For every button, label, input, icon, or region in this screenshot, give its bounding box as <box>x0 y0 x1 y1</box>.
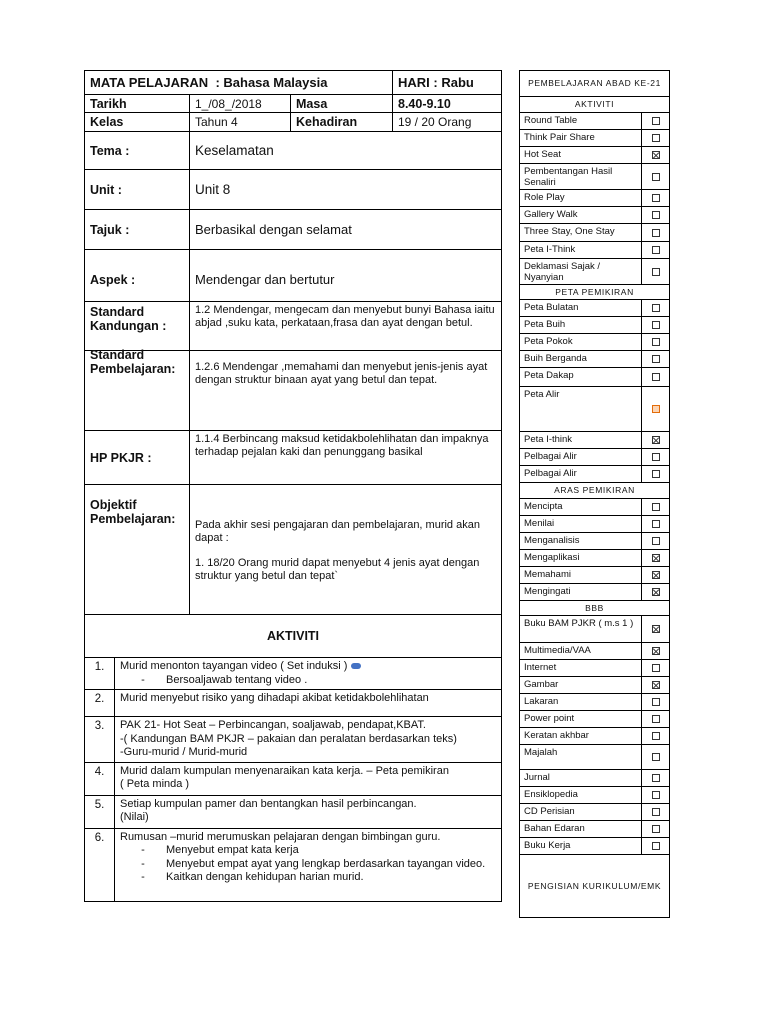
checklist-item-label: Peta Pokok <box>524 336 573 347</box>
checklist-item-label: Peta I-Think <box>524 244 576 255</box>
checkbox-cell <box>641 351 669 367</box>
checklist-item <box>520 770 669 787</box>
activity-content <box>114 717 501 762</box>
checklist-item-label: Peta Bulatan <box>524 302 579 313</box>
date-row <box>85 95 501 113</box>
activity-row <box>85 717 501 763</box>
activity-line: Murid dalam kumpulan menyenaraikan kata kerja. – Peta pemikiran <box>120 764 449 777</box>
checkbox-icon[interactable] <box>652 246 660 254</box>
checkbox-icon[interactable] <box>652 732 660 740</box>
checkbox-cell <box>641 113 669 129</box>
checked-checkbox-icon[interactable] <box>652 571 660 579</box>
checkbox-cell <box>641 694 669 710</box>
activity-row <box>85 796 501 829</box>
checklist-item-label: Mencipta <box>524 501 563 512</box>
activity-subitem <box>120 844 496 858</box>
checkbox-cell <box>641 432 669 448</box>
checkbox-cell <box>641 660 669 676</box>
checked-checkbox-icon[interactable] <box>652 588 660 596</box>
checkbox-cell <box>641 368 669 386</box>
checklist-item-label: Buku BAM PJKR ( m.s 1 ) <box>524 618 634 629</box>
checked-checkbox-icon[interactable] <box>652 681 660 689</box>
checklist-item-label: Keratan akhbar <box>524 730 589 741</box>
activity-content <box>114 829 501 901</box>
checklist-item-label: Buih Berganda <box>524 353 587 364</box>
activity-line: Murid menyebut risiko yang dihadapi akibat ketidakbolehlihatan <box>120 692 429 704</box>
checklist-item-label: Power point <box>524 713 575 724</box>
checkbox-icon[interactable] <box>652 537 660 545</box>
aspek-label: Aspek : <box>90 272 136 287</box>
checklist-item-label: Pembentangan Hasil Senaliri <box>524 166 613 188</box>
checklist-item <box>520 643 669 660</box>
checklist-item <box>520 584 669 601</box>
unit-row <box>85 170 501 210</box>
checklist-item-label: Memahami <box>524 569 571 580</box>
checklist-item <box>520 130 669 147</box>
checkbox-cell <box>641 317 669 333</box>
aspek-row <box>85 250 501 302</box>
checklist-item <box>520 804 669 821</box>
checkbox-icon[interactable] <box>652 405 660 413</box>
checklist-item <box>520 334 669 351</box>
checkbox-cell <box>641 567 669 583</box>
activity-line: (Nilai) <box>120 811 149 823</box>
checklist-item <box>520 567 669 584</box>
day-cell: HARI : Rabu <box>392 71 501 94</box>
objektif-item: 1. 18/20 Orang murid dapat menyebut 4 jenis ayat dengan struktur yang betul dan tepat` <box>195 557 480 582</box>
activity-number: 2. <box>94 693 105 705</box>
tajuk-value: Berbasikal dengan selamat <box>189 210 501 249</box>
checkbox-cell <box>641 224 669 241</box>
checklist-item <box>520 787 669 804</box>
objektif-value <box>189 485 501 614</box>
activity-text <box>120 733 496 747</box>
tajuk-row <box>85 210 501 250</box>
checkbox-cell <box>641 242 669 258</box>
sp-label-line1: Standard <box>90 348 145 362</box>
standard-pembelajaran-label <box>85 348 189 430</box>
standard-pembelajaran-value: 1.2.6 Mendengar ,memahami dan menyebut jenis-jenis ayat dengan struktur binaan ayat yang betul dan tepat. <box>189 351 501 430</box>
checkbox-cell <box>641 164 669 189</box>
class-value: Tahun 4 <box>189 113 290 131</box>
activity-line: -( Kandungan BAM PKJR – pakaian dan peralatan berdasarkan teks) <box>120 732 457 745</box>
standard-pembelajaran-row <box>85 348 501 431</box>
checklist-item <box>520 660 669 677</box>
sk-label-line1: Standard <box>90 305 145 319</box>
pak21-checklist <box>519 70 670 918</box>
checked-checkbox-icon[interactable] <box>652 647 660 655</box>
sp-label-line2: Pembelajaran: <box>90 362 176 376</box>
checklist-item-label: Peta Alir <box>524 389 560 400</box>
checklist-item-label: Peta Dakap <box>524 370 574 381</box>
checklist-item-label: Ensiklopedia <box>524 789 578 800</box>
checkbox-icon[interactable] <box>652 211 660 219</box>
checklist-item-label: Buku Kerja <box>524 840 571 851</box>
checked-checkbox-icon[interactable] <box>652 554 660 562</box>
checkbox-icon[interactable] <box>652 774 660 782</box>
checkbox-icon[interactable] <box>652 194 660 202</box>
activity-line: ( Peta minda ) <box>120 778 190 790</box>
checklist-item <box>520 516 669 533</box>
checkbox-icon[interactable] <box>652 338 660 346</box>
objektif-row <box>85 485 501 615</box>
activity-subitem-text: Menyebut empat ayat yang lengkap berdasarkan tayangan video. <box>166 857 486 870</box>
activity-line: PAK 21- Hot Seat – Perbincangan, soaljawab, pendapat,KBAT. <box>120 719 426 731</box>
checklist-section-heading: AKTIVITI <box>520 97 669 113</box>
checklist-item <box>520 449 669 466</box>
checkbox-cell <box>641 190 669 206</box>
aspek-value: Mendengar dan bertutur <box>189 250 501 301</box>
checklist-section-heading: BBB <box>520 601 669 616</box>
activity-line: Setiap kumpulan pamer dan bentangkan hasil perbincangan. <box>120 797 417 810</box>
comment-marker-icon <box>351 663 361 669</box>
activity-text <box>120 746 496 760</box>
checklist-item-label: Deklamasi Sajak / Nyanyian <box>524 261 601 283</box>
checklist-item-label: Lakaran <box>524 696 559 707</box>
checklist-item-label: Think Pair Share <box>524 132 595 143</box>
checkbox-cell <box>641 787 669 803</box>
checklist-item-label: Peta Buih <box>524 319 566 330</box>
checklist-item <box>520 728 669 745</box>
checklist-item-label: Internet <box>524 662 557 673</box>
checkbox-cell <box>641 616 669 642</box>
checked-checkbox-icon[interactable] <box>652 625 660 633</box>
checklist-item <box>520 694 669 711</box>
checklist-item <box>520 351 669 368</box>
checklist-item-label: Hot Seat <box>524 149 561 160</box>
activity-row <box>85 690 501 717</box>
activity-row <box>85 658 501 690</box>
checkbox-cell <box>641 643 669 659</box>
subject-label: MATA PELAJARAN <box>90 74 209 90</box>
checkbox-cell <box>641 838 669 854</box>
checkbox-cell <box>641 533 669 549</box>
hp-pkjr-value: 1.1.4 Berbincang maksud ketidakbolehlihatan dan impaknya terhadap pejalan kaki dan penunggang basikal <box>189 431 501 484</box>
checkbox-cell <box>641 728 669 744</box>
checkbox-cell <box>641 449 669 465</box>
activity-subitem-text: Bersoaljawab tentang video . <box>166 673 308 686</box>
checklist-item-label: Majalah <box>524 747 558 758</box>
date-label: Tarikh <box>90 96 127 111</box>
class-row <box>85 113 501 132</box>
activity-number: 5. <box>94 798 105 811</box>
time-label: Masa <box>290 95 392 112</box>
activity-text <box>120 798 496 812</box>
standard-kandungan-value: 1.2 Mendengar, mengecam dan menyebut bunyi Bahasa iaitu abjad ,suku kata, perkataan,frasa dan ayat dengan betul. <box>189 302 501 350</box>
subject-row <box>85 71 501 95</box>
checkbox-cell <box>641 499 669 515</box>
activity-content <box>114 796 501 828</box>
checklist-item <box>520 677 669 694</box>
checkbox-cell <box>641 466 669 482</box>
checkbox-icon[interactable] <box>652 173 660 181</box>
obj-label-line2: Pembelajaran: <box>90 512 176 526</box>
checklist-item <box>520 838 669 855</box>
activity-text <box>120 719 496 733</box>
dash-bullet: - <box>141 844 145 856</box>
activity-number: 1. <box>94 661 105 673</box>
checklist-item <box>520 711 669 728</box>
lesson-plan-table <box>84 70 502 902</box>
checklist-item-label: Three Stay, One Stay <box>524 226 615 237</box>
checkbox-icon[interactable] <box>652 753 660 761</box>
checkbox-cell <box>641 677 669 693</box>
checklist-item <box>520 190 669 207</box>
attendance-value: 19 / 20 Orang <box>392 113 501 131</box>
checkbox-icon[interactable] <box>652 503 660 511</box>
checklist-item-label: Mengingati <box>524 586 571 597</box>
checklist-item-label: CD Perisian <box>524 806 575 817</box>
activity-text <box>120 778 496 792</box>
checkbox-cell <box>641 584 669 600</box>
activity-subitem-text: Kaitkan dengan kehidupan harian murid. <box>166 871 364 883</box>
checkbox-cell <box>641 821 669 837</box>
hp-pkjr-row <box>85 431 501 485</box>
checklist-item <box>520 207 669 224</box>
checkbox-cell <box>641 259 669 284</box>
class-label: Kelas <box>90 115 124 129</box>
checklist-item <box>520 550 669 567</box>
checklist-item-label: Pelbagai Alir <box>524 468 577 479</box>
checkbox-icon[interactable] <box>652 715 660 723</box>
checked-checkbox-icon[interactable] <box>652 436 660 444</box>
checklist-item <box>520 317 669 334</box>
activity-subitem <box>120 871 496 885</box>
activity-number: 6. <box>94 831 105 844</box>
checkbox-cell <box>641 147 669 163</box>
checkbox-icon[interactable] <box>652 520 660 528</box>
activity-subitem <box>120 858 496 872</box>
objektif-intro: Pada akhir sesi pengajaran dan pembelajaran, murid akan dapat : <box>195 519 480 544</box>
checkbox-icon[interactable] <box>652 268 660 276</box>
dash-bullet: - <box>141 871 145 883</box>
checklist-item-label: Multimedia/VAA <box>524 645 591 656</box>
checkbox-cell <box>641 207 669 223</box>
activity-subitem-text: Menyebut empat kata kerja <box>166 844 299 856</box>
checkbox-icon[interactable] <box>652 698 660 706</box>
checklist-item <box>520 368 669 387</box>
activity-number: 3. <box>94 720 105 732</box>
aktiviti-heading: AKTIVITI <box>85 615 501 658</box>
checklist-item-label: Menganalisis <box>524 535 580 546</box>
tema-row <box>85 132 501 170</box>
activity-line: Murid menonton tayangan video ( Set induksi ) <box>120 660 348 672</box>
checkbox-icon[interactable] <box>652 825 660 833</box>
activity-text <box>120 765 496 779</box>
checkbox-cell <box>641 516 669 532</box>
standard-kandungan-label <box>85 302 189 350</box>
checklist-item <box>520 466 669 483</box>
checklist-item <box>520 224 669 242</box>
activity-number: 4. <box>94 765 105 778</box>
sk-label-line2: Kandungan : <box>90 319 167 333</box>
checklist-item-label: Gallery Walk <box>524 209 578 220</box>
dash-bullet: - <box>141 673 145 686</box>
activity-line: Rumusan –murid merumuskan pelajaran dengan bimbingan guru. <box>120 830 441 843</box>
activity-text <box>120 660 496 674</box>
checkbox-cell <box>641 300 669 316</box>
date-value: 1_/08_/2018 <box>189 95 290 112</box>
checkbox-cell <box>641 745 669 769</box>
obj-label-line1: Objektif <box>90 498 137 512</box>
subject-cell <box>85 71 392 94</box>
activity-text <box>120 831 496 845</box>
activity-line: -Guru-murid / Murid-murid <box>120 746 248 758</box>
objektif-label <box>85 485 189 614</box>
checklist-item <box>520 616 669 643</box>
checkbox-cell <box>641 334 669 350</box>
checklist-item <box>520 164 669 190</box>
checklist-item-label: Menilai <box>524 518 555 529</box>
checklist-item <box>520 821 669 838</box>
activity-content <box>114 690 501 716</box>
checkbox-icon[interactable] <box>652 664 660 672</box>
checklist-item-label: Role Play <box>524 192 565 203</box>
unit-value: Unit 8 <box>189 170 501 209</box>
checklist-item <box>520 147 669 164</box>
checklist-item <box>520 432 669 449</box>
checkbox-cell <box>641 550 669 566</box>
checklist-item <box>520 533 669 550</box>
checkbox-icon[interactable] <box>652 842 660 850</box>
checklist-item-label: Bahan Edaran <box>524 823 585 834</box>
tajuk-label: Tajuk : <box>90 222 130 237</box>
checklist-item <box>520 113 669 130</box>
checklist-item <box>520 745 669 770</box>
activity-list <box>85 658 501 901</box>
checklist-title: PEMBELAJARAN ABAD KE-21 <box>520 71 669 97</box>
activity-content <box>114 763 501 795</box>
checklist-section-heading: ARAS PEMIKIRAN <box>520 483 669 499</box>
attendance-label: Kehadiran <box>290 113 392 131</box>
checkbox-icon[interactable] <box>652 791 660 799</box>
checklist-item <box>520 387 669 432</box>
checklist-item-label: Jurnal <box>524 772 550 783</box>
time-value: 8.40-9.10 <box>392 95 501 112</box>
activity-subitem <box>120 674 496 688</box>
checkbox-icon[interactable] <box>652 304 660 312</box>
checkbox-icon[interactable] <box>652 470 660 478</box>
checkbox-icon[interactable] <box>652 373 660 381</box>
checklist-item-label: Mengaplikasi <box>524 552 580 563</box>
activity-row <box>85 829 501 901</box>
checkbox-icon[interactable] <box>652 355 660 363</box>
checklist-item-label: Round Table <box>524 115 578 126</box>
unit-label: Unit : <box>90 182 122 197</box>
activity-text <box>120 811 496 825</box>
checklist-item-label: Peta I-think <box>524 434 573 445</box>
checkbox-icon[interactable] <box>652 117 660 125</box>
checklist-item <box>520 499 669 516</box>
checkbox-cell <box>641 387 669 431</box>
checkbox-icon[interactable] <box>652 134 660 142</box>
checklist-item <box>520 300 669 317</box>
subject-value: : Bahasa Malaysia <box>215 74 328 90</box>
checklist-item-label: Gambar <box>524 679 559 690</box>
activity-text <box>120 692 496 706</box>
checkbox-cell <box>641 770 669 786</box>
checkbox-icon[interactable] <box>652 808 660 816</box>
dash-bullet: - <box>141 857 145 870</box>
hp-pkjr-label: HP PKJR : <box>90 450 152 465</box>
activity-content <box>114 658 501 689</box>
checkbox-cell <box>641 130 669 146</box>
checklist-item-label: Pelbagai Alir <box>524 451 577 462</box>
tema-value: Keselamatan <box>189 132 501 169</box>
standard-kandungan-row <box>85 302 501 351</box>
checklist-item <box>520 259 669 285</box>
checkbox-cell <box>641 711 669 727</box>
checklist-section-heading: PETA PEMIKIRAN <box>520 285 669 300</box>
checkbox-icon[interactable] <box>652 229 660 237</box>
activity-row <box>85 763 501 796</box>
checked-checkbox-icon[interactable] <box>652 151 660 159</box>
checklist-item <box>520 242 669 259</box>
checkbox-cell <box>641 804 669 820</box>
tema-label: Tema : <box>90 143 130 158</box>
checklist-footer: PENGISIAN KURIKULUM/EMK <box>527 880 662 891</box>
checkbox-icon[interactable] <box>652 321 660 329</box>
checkbox-icon[interactable] <box>652 453 660 461</box>
